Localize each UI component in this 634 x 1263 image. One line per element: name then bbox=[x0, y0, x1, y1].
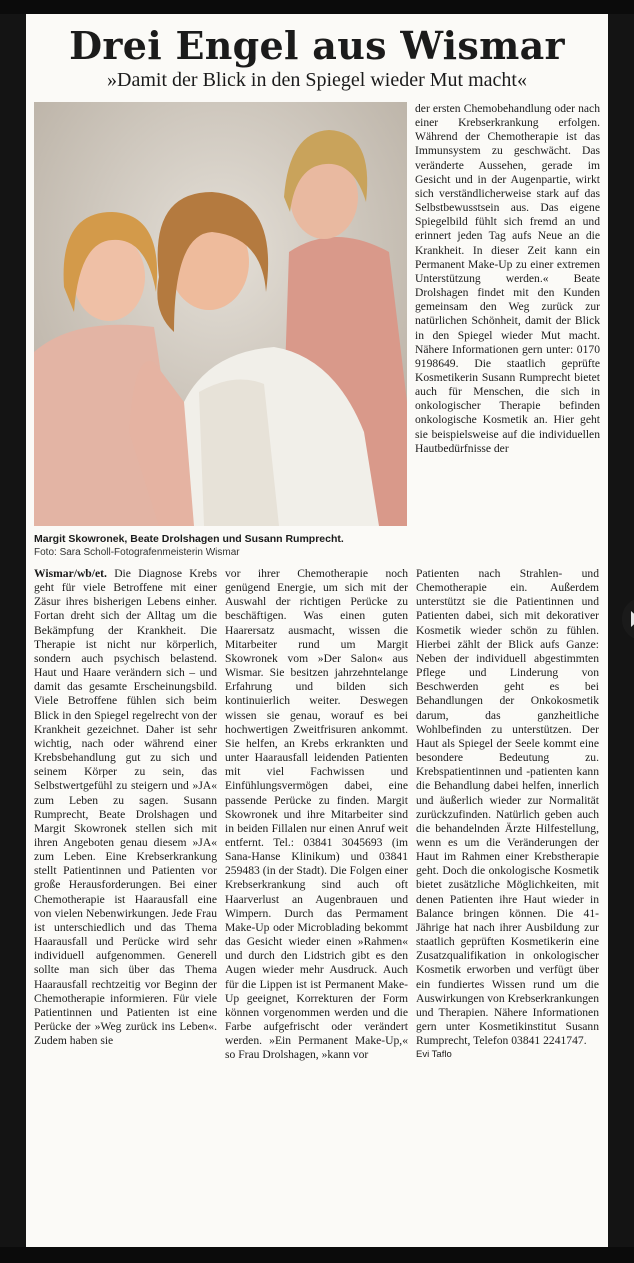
right-column-top: der ersten Chemobehandlung oder nach einer Krebserkrankung erfolgen. Während der Chemotherapie ist das Immunsystem zu geschwächt. Das veränderte Aussehen, gerade im Gesicht und in der Augenpartie, wirkt sich verständlicherweise stark auf das Selbstbewusstsein aus. Das eigene Spiegelbild fühlt sich fremd an und erinnert jeden Tag aufs Neue an die Krankheit. In dieser Zeit kann ein Permanent Make-Up zu einer extremen Unterstützung werden.« Beate Drolshagen findet mit den Kunden gemeinsam den Weg zurück zur natürlichen Schönheit, damit der Blick in den Spiegel wieder Mut macht. Nähere Informationen gern unter: 0170 9198649. Die staatlich geprüfte Kosmetikerin Susann Rumprecht bietet auch für Menschen, die sich in onkologischer Therapie befinden onkologische Kosmetik an. Hier geht sie beispielsweise auf die individuellen Hautbedürfnisse der bbox=[415, 102, 600, 455]
column-3-text: Patienten nach Strahlen- und Chemotherapie ein. Außerdem unterstützt sie die Patientinnen und Patienten dabei, sich mit dekorativer Kosmetik wieder schön zu fühlen. Hierbei zählt der Blick aufs Ganze: Neben der individuell abgestimmten Pflege und Linderung von Beschwerden geht es bei Behandlungen der Onkokosmetik darum, das ganzheitliche Wohlbefinden zu unterstützen. Der Haut als Spiegel der Seele kommt eine besondere Bedeutung zu. Krebspatientinnen und -patienten kann die Behandlung dabei helfen, innerlich und äußerlich wieder zur Normalität zurückzufinden. Natürlich geben auch die behandelnden Ärzte Hilfestellung, wenn es um die Veränderungen der Haut im Rahmen einer Krebstherapie geht. Doch die onkologische Kosmetik bietet zusätzliche Möglichkeiten, mit denen Patienten ihre Haut wieder in Balance bringen können. Die 41-Jährige hat nach ihrer Ausbildung zur staatlich geprüften Kosmetikerin eine Zusatzqualifikation in onkologischer Kosmetik erworben und verfügt über ein fundiertes Wissen rund um die Auswirkungen von Krebserkrankungen und Therapien. Nähere Informationen gern unter Kosmetikinstitut Susann Rumprecht, Telefon 03841 2241747. bbox=[416, 567, 599, 1048]
column-2-text: vor ihrer Chemotherapie noch genügend Energie, um sich mit der Auswahl der richtigen Perücke zu beschäftigen. Was einen guten Haarersatz ausmacht, wissen die Mitarbeiter rund um Margit Skowronek vom »Der Salon« aus Wismar. Sie besitzen jahrzehntelange Erfahrung und bilden sich kontinuierlich weiter. Deswegen wissen sie genau, worauf es bei hochwertigen Zweitfrisuren ankommt. Sie helfen, an Krebs erkrankten und unter Haarausfall leidenden Patienten mit viel Fachwissen und Einfühlungsvermögen dabei, eine passende Perücke zu finden. Margit Skowronek und ihre Mitarbeiter sind in beiden Fillalen nur einen Anruf weit entfernt. Tel.: 03841 3045693 (im Sana-Hanse Klinikum) und 03841 259483 (in der Stadt). Die Folgen einer Krebserkrankung sind auch oft Haarverlust an Augenbrauen und Wimpern. Durch das Permament Make-Up oder Microblading bekommt das Gesicht wieder einen »Rahmen« und durch den Lidstrich gibt es den Augen wieder mehr Ausdruck. Auch für die Lippen ist ist Permanent Make-Up geeignet, Korrekturen der Form können vorgenommen werden und die Farbe aufgefrischt oder verändert werden. »Ein Permanent Make-Up,« so Frau Drolshagen, »kann vor bbox=[225, 567, 408, 1062]
newspaper-clipping bbox=[26, 14, 608, 1247]
article-body bbox=[34, 102, 600, 1062]
author-name: Evi Taflo bbox=[416, 1049, 452, 1061]
photo-three-women bbox=[34, 102, 407, 526]
article-photo bbox=[34, 102, 407, 526]
column-1-text: Die Diagnose Krebs geht für viele Betroffene mit einer Zäsur ihres bisherigen Lebens einher. Fortan dreht sich der Alltag um die Bekämpfung der Krankheit. Die Therapie ist nicht nur körperlich, sondern auch psychisch belastend. Haut und Haare verändern sich – und damit das gesamte Erscheinungsbild. Viele Betroffene fühlen sich beim Blick in den Spiegel regelrecht von der Krankheit gezeichnet. Daher ist sehr wichtig, nach oder während einer Krebsbehandlung gut zu sich und seinem Körper zu sein, das Selbstwertgefühl zu steigern und »JA« zum Leben zu sagen. Susann Rumprecht, Beate Drolshagen und Margit Skowronek stellen sich mit ihren Angeboten genau diesem »JA« zum Leben. Eine Krebserkrankung stellt Patientinnen und Patienten vor große Herausforderungen. Bei einer Chemotherapie ist Haarausfall eine von vielen Nebenwirkungen. Jede Frau ist unterschiedlich und das Thema Haarausfall und Perücke wird sehr individuell aufgenommen. Generell sollte man sich über das Thema Haarausfall rechtzeitig vor Beginn der Chemotherapie informieren. Für viele Patientinnen und Patienten ist eine Perücke der »Weg zurück ins Leben«. Zudem haben sie bbox=[34, 567, 217, 1048]
screen-top-bar bbox=[0, 0, 634, 14]
next-arrow-icon[interactable] bbox=[622, 598, 634, 640]
dateline: Wismar/wb/et. bbox=[34, 567, 107, 580]
text-columns bbox=[34, 567, 600, 1062]
caption-credit: Foto: Sara Scholl-Fotografenmeisterin Wismar bbox=[34, 547, 240, 558]
column-2 bbox=[225, 567, 408, 1062]
headline: Drei Engel aus Wismar bbox=[69, 23, 565, 68]
column-1 bbox=[34, 567, 217, 1062]
column-3 bbox=[416, 567, 599, 1062]
subheadline: »Damit der Blick in den Spiegel wieder Mut macht« bbox=[107, 69, 527, 91]
screen-bottom-bar bbox=[0, 1247, 634, 1263]
caption-names: Margit Skowronek, Beate Drolshagen und Susann Rumprecht. bbox=[34, 533, 344, 545]
photo-caption bbox=[34, 532, 407, 559]
